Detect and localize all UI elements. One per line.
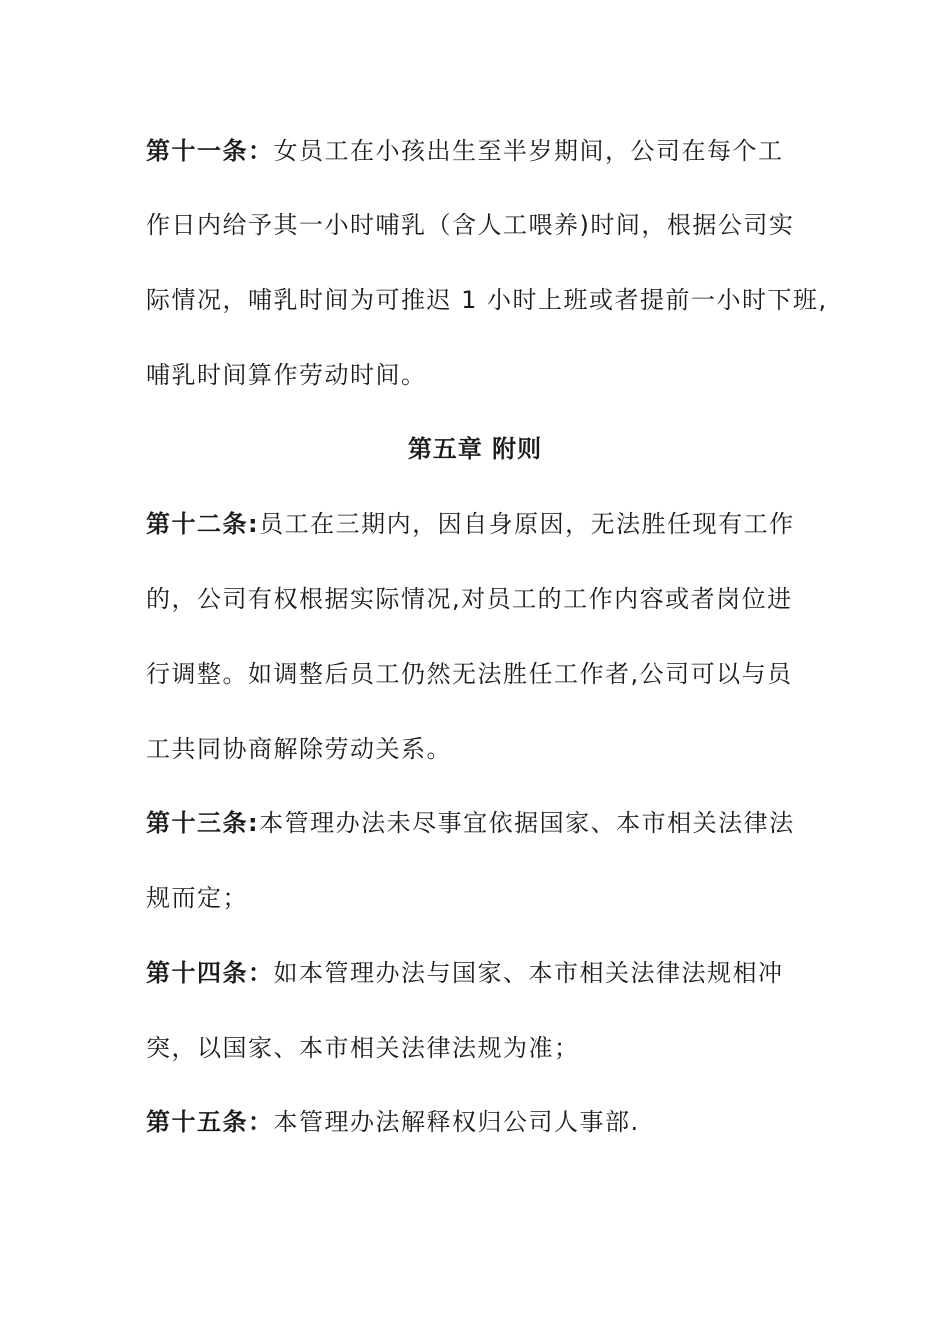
- article-14-line-2: 突，以国家、本市相关法律法规为准；: [146, 1034, 580, 1062]
- article-11-line-3: 际情况，哺乳时间为可推迟 1 小时上班或者提前一小时下班,: [146, 286, 828, 314]
- article-11-text-1: 女员工在小孩出生至半岁期间，公司在每个工: [273, 137, 784, 165]
- article-11-line-2: 作日内给予其一小时哺乳（含人工喂养)时间，根据公司实: [146, 211, 795, 239]
- article-12-label: 第十二条:: [146, 510, 260, 538]
- article-13-label: 第十三条:: [146, 809, 260, 837]
- article-15-line-1: [146, 1107, 640, 1137]
- article-14-label: 第十四条：: [146, 959, 274, 987]
- article-13-line-1: [146, 808, 795, 838]
- article-12-line-3: 行调整。如调整后员工仍然无法胜任工作者,公司可以与员: [146, 660, 793, 688]
- article-12-line-4: 工共同协商解除劳动关系。: [146, 735, 452, 763]
- article-11-line-1: [146, 136, 784, 166]
- article-12-text-1: 员工在三期内，因自身原因，无法胜任现有工作: [259, 510, 795, 538]
- article-13-line-2: 规而定；: [146, 884, 248, 912]
- article-15-label: 第十五条：: [146, 1108, 274, 1136]
- article-14-line-1: [146, 958, 784, 988]
- article-14-text-1: 如本管理办法与国家、本市相关法律法规相冲: [273, 959, 784, 987]
- article-11-line-4: 哺乳时间算作劳动时间。: [146, 361, 427, 389]
- article-12-line-2: 的，公司有权根据实际情况,对员工的工作内容或者岗位进: [146, 585, 793, 613]
- article-12-line-1: [146, 509, 795, 539]
- article-13-text-1: 本管理办法未尽事宜依据国家、本市相关法律法: [259, 809, 795, 837]
- chapter-heading: 第五章 附则: [407, 435, 543, 463]
- article-11-label: 第十一条：: [146, 137, 274, 165]
- article-15-text-1: 本管理办法解释权归公司人事部.: [273, 1108, 640, 1136]
